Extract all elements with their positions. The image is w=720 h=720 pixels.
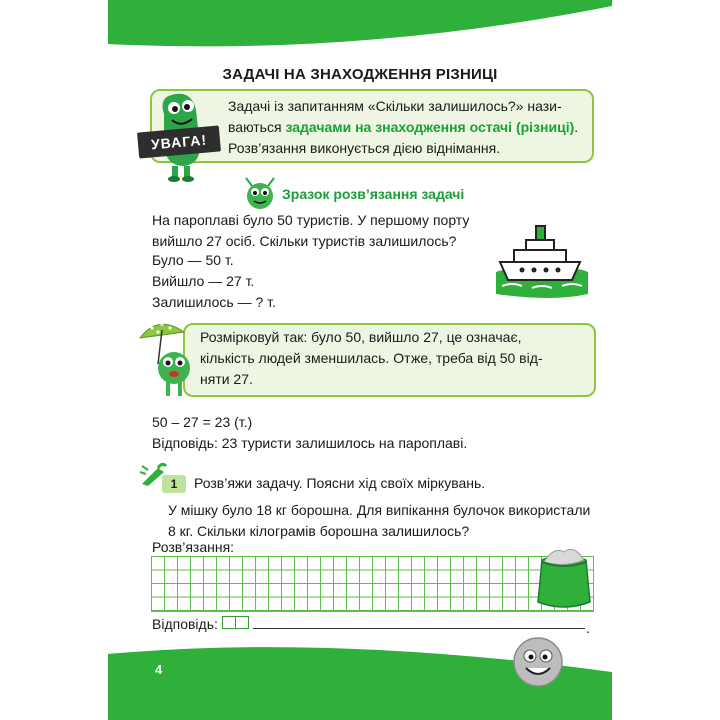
solution-label: Розв’язання:	[152, 539, 235, 555]
flour-sack-icon	[534, 544, 594, 610]
answer-line[interactable]	[253, 628, 585, 629]
task-instruction: Розв’яжи задачу. Поясни хід своїх міркувань.	[194, 475, 486, 491]
bottom-green-band	[0, 638, 720, 720]
task-problem-line-1: У мішку було 18 кг борошна. Для випікання булочок використали	[168, 502, 591, 518]
attention-badge: УВАГА!	[137, 125, 221, 158]
reasoning-line-2: кількість людей зменшилась. Отже, треба від 50 від-	[200, 350, 543, 366]
reasoning-line-3: няти 27.	[200, 371, 253, 387]
task-problem	[168, 500, 590, 542]
umbrella-monster-icon	[136, 312, 198, 404]
short-record	[152, 250, 276, 313]
solution-equation: 50 – 27 = 23 (т.)	[152, 414, 253, 430]
reasoning-text	[200, 327, 586, 390]
steamship-icon	[492, 222, 590, 302]
attention-line-2-post: .	[574, 119, 579, 135]
solution-grid[interactable]	[151, 556, 594, 612]
reasoning-line-1: Розмірковуй так: було 50, вийшло 27, це означає,	[200, 329, 522, 345]
attention-highlight: задачами на знаходження остачі (різниці)	[285, 119, 575, 135]
short-record-line-1: Було — 50 т.	[152, 252, 234, 268]
answer-label: Відповідь:	[152, 616, 218, 632]
solution-answer: Відповідь: 23 туристи залишилось на пароплаві.	[152, 435, 468, 451]
short-record-line-3: Залишилось — ? т.	[152, 294, 276, 310]
page-number: 4	[155, 662, 163, 677]
sample-solution	[152, 412, 467, 454]
task-number-badge: 1	[162, 475, 186, 493]
sample-title: Зразок розв’язання задачі	[282, 186, 465, 202]
answer-end: .	[586, 620, 590, 636]
attention-text	[228, 96, 586, 159]
attention-line-1: Задачі із запитанням «Скільки залишилось?» нази-	[228, 98, 562, 114]
answer-box-2[interactable]	[235, 616, 249, 629]
attention-line-2	[228, 117, 586, 138]
sample-problem-line-2: вийшло 27 осіб. Скільки туристів залишилось?	[152, 233, 457, 249]
small-monster-icon	[240, 172, 280, 212]
short-record-line-2: Вийшло — 27 т.	[152, 273, 255, 289]
top-green-band	[0, 0, 720, 56]
answer-box-1[interactable]	[222, 616, 236, 629]
smiley-icon	[512, 636, 564, 688]
sample-problem-line-1: На пароплаві було 50 туристів. У першому порту	[152, 212, 470, 228]
attention-line-3: Розв’язання виконується дією віднімання.	[228, 140, 501, 156]
page-title: ЗАДАЧІ НА ЗНАХОДЖЕННЯ РІЗНИЦІ	[222, 66, 498, 83]
sample-problem	[152, 210, 469, 252]
attention-line-2-pre: ваються	[228, 119, 286, 135]
task-problem-line-2: 8 кг. Скільки кілограмів борошна залишилось?	[168, 523, 470, 539]
